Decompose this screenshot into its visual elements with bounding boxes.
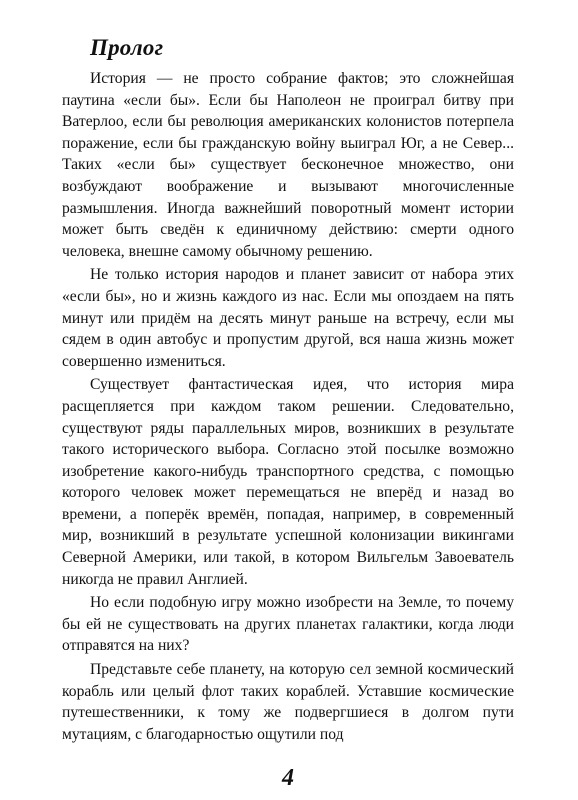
- chapter-title: Пролог: [90, 35, 164, 60]
- book-page: [62, 34, 514, 794]
- paragraph-2: Не только история народов и планет зависит от набора этих «если бы», но и жизнь каждого из нас. Если мы опоздаем на пять минут или придём на десять минут раньше на встречу, если мы сядем в один автобус и пропустим другой, вся наша жизнь может совершенно измениться.: [62, 266, 514, 370]
- paragraph-4: Но если подобную игру можно изобрести на Земле, то почему бы ей не существовать на других планетах галактики, когда люди отправятся на них?: [62, 594, 514, 655]
- paragraph-1: История — не просто собрание фактов; это сложнейшая паутина «если бы». Если бы Наполеон не проиграл битву при Ватерлоо, если бы революция американских колонистов потерпела поражение, если бы гражданскую войну выиграл Юг, а не Север... Таких «если бы» существует бесконечное множество, они возбуждают воображение и вызывают многочисленные размышления. Иногда важнейший поворотный момент истории может быть сведён к единичному действию: смерти одного человека, внешне самому обычному решению.: [62, 70, 514, 260]
- paragraph-3: Существует фантастическая идея, что история мира расщепляется при каждом таком решении. Следовательно, существуют ряды параллельных миров, возникших в результате такого исторического выбора. Согласно этой посылке возможно изобретение какого-нибудь транспортного средства, с помощью которого человек может перемещаться не вперёд и назад во времени, а поперёк времён, попадая, например, в современный мир, возникший в результате успешной колонизации викингами Северной Америки, или такой, в котором Вильгельм Завоеватель никогда не правил Англией.: [62, 376, 514, 588]
- paragraph-5: Представьте себе планету, на которую сел земной космический корабль или целый флот таких кораблей. Уставшие космические путешественники, к тому же подвергшиеся в долгом пути мутациям, с благодарностью ощутили под: [62, 661, 514, 743]
- page-number: 4: [282, 765, 294, 791]
